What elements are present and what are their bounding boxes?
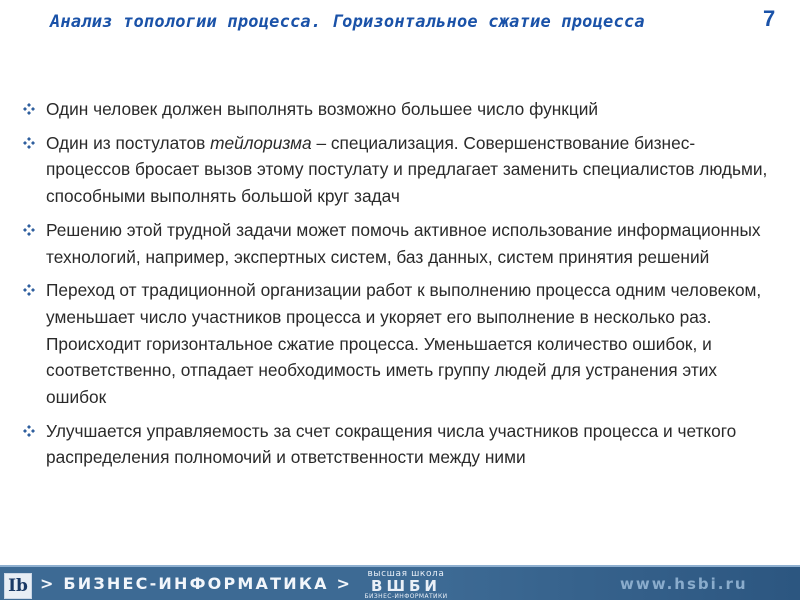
- slide-title: Анализ топологии процесса. Горизонтальное сжатие процесса: [50, 12, 645, 32]
- four-diamond-bullet-icon: [23, 103, 35, 115]
- school-caption-top: высшая школа: [367, 569, 445, 579]
- bullet-text-italic: тейлоризма: [210, 132, 312, 153]
- bullet-text: – специализация. Совершенствование бизнес-процессов бросает вызов этому постулату и предлагает заменить специалистов людьми, способными выполнять большой круг задач: [46, 132, 768, 207]
- school-acronym: ВШБИ: [371, 577, 441, 595]
- four-diamond-bullet-icon: [23, 224, 35, 236]
- bullet-item: [22, 217, 772, 270]
- bullet-text: Переход от традиционной организации работ к выполнению процесса одним человеком, уменьшает число участников процесса и укоряет его выполнение в несколько раз. Происходит горизонтальное сжатие процесса. Уменьшается количество ошибок, и соответственно, отпадает необходимость иметь группу людей для устранения этих ошибок: [46, 280, 762, 408]
- bullet-item: [22, 277, 772, 411]
- bullet-item: [22, 96, 772, 123]
- bullet-text: Один человек должен выполнять возможно большее число функций: [46, 99, 599, 119]
- bullet-list: [22, 96, 772, 478]
- page-number: 7: [763, 6, 776, 31]
- school-caption-bottom: БИЗНЕС-ИНФОРМАТИКИ: [364, 593, 448, 600]
- four-diamond-bullet-icon: [23, 284, 35, 296]
- four-diamond-bullet-icon: [23, 425, 35, 437]
- website-link[interactable]: www.hsbi.ru: [620, 575, 748, 593]
- school-logo: Ib: [4, 573, 32, 599]
- four-diamond-bullet-icon: [23, 137, 35, 149]
- program-name: > БИЗНЕС-ИНФОРМАТИКА >: [40, 574, 353, 593]
- bullet-text: Решению этой трудной задачи может помочь активное использование информационных технологий, например, экспертных систем, баз данных, систем принятия решений: [46, 219, 761, 267]
- bullet-item: [22, 418, 772, 471]
- school-emblem: [346, 570, 466, 600]
- bullet-text: Улучшается управляемость за счет сокращения числа участников процесса и четкого распределения полномочий и ответственности между ними: [46, 420, 737, 468]
- bullet-text: Один из постулатов: [46, 132, 211, 153]
- bullet-item: [22, 130, 772, 210]
